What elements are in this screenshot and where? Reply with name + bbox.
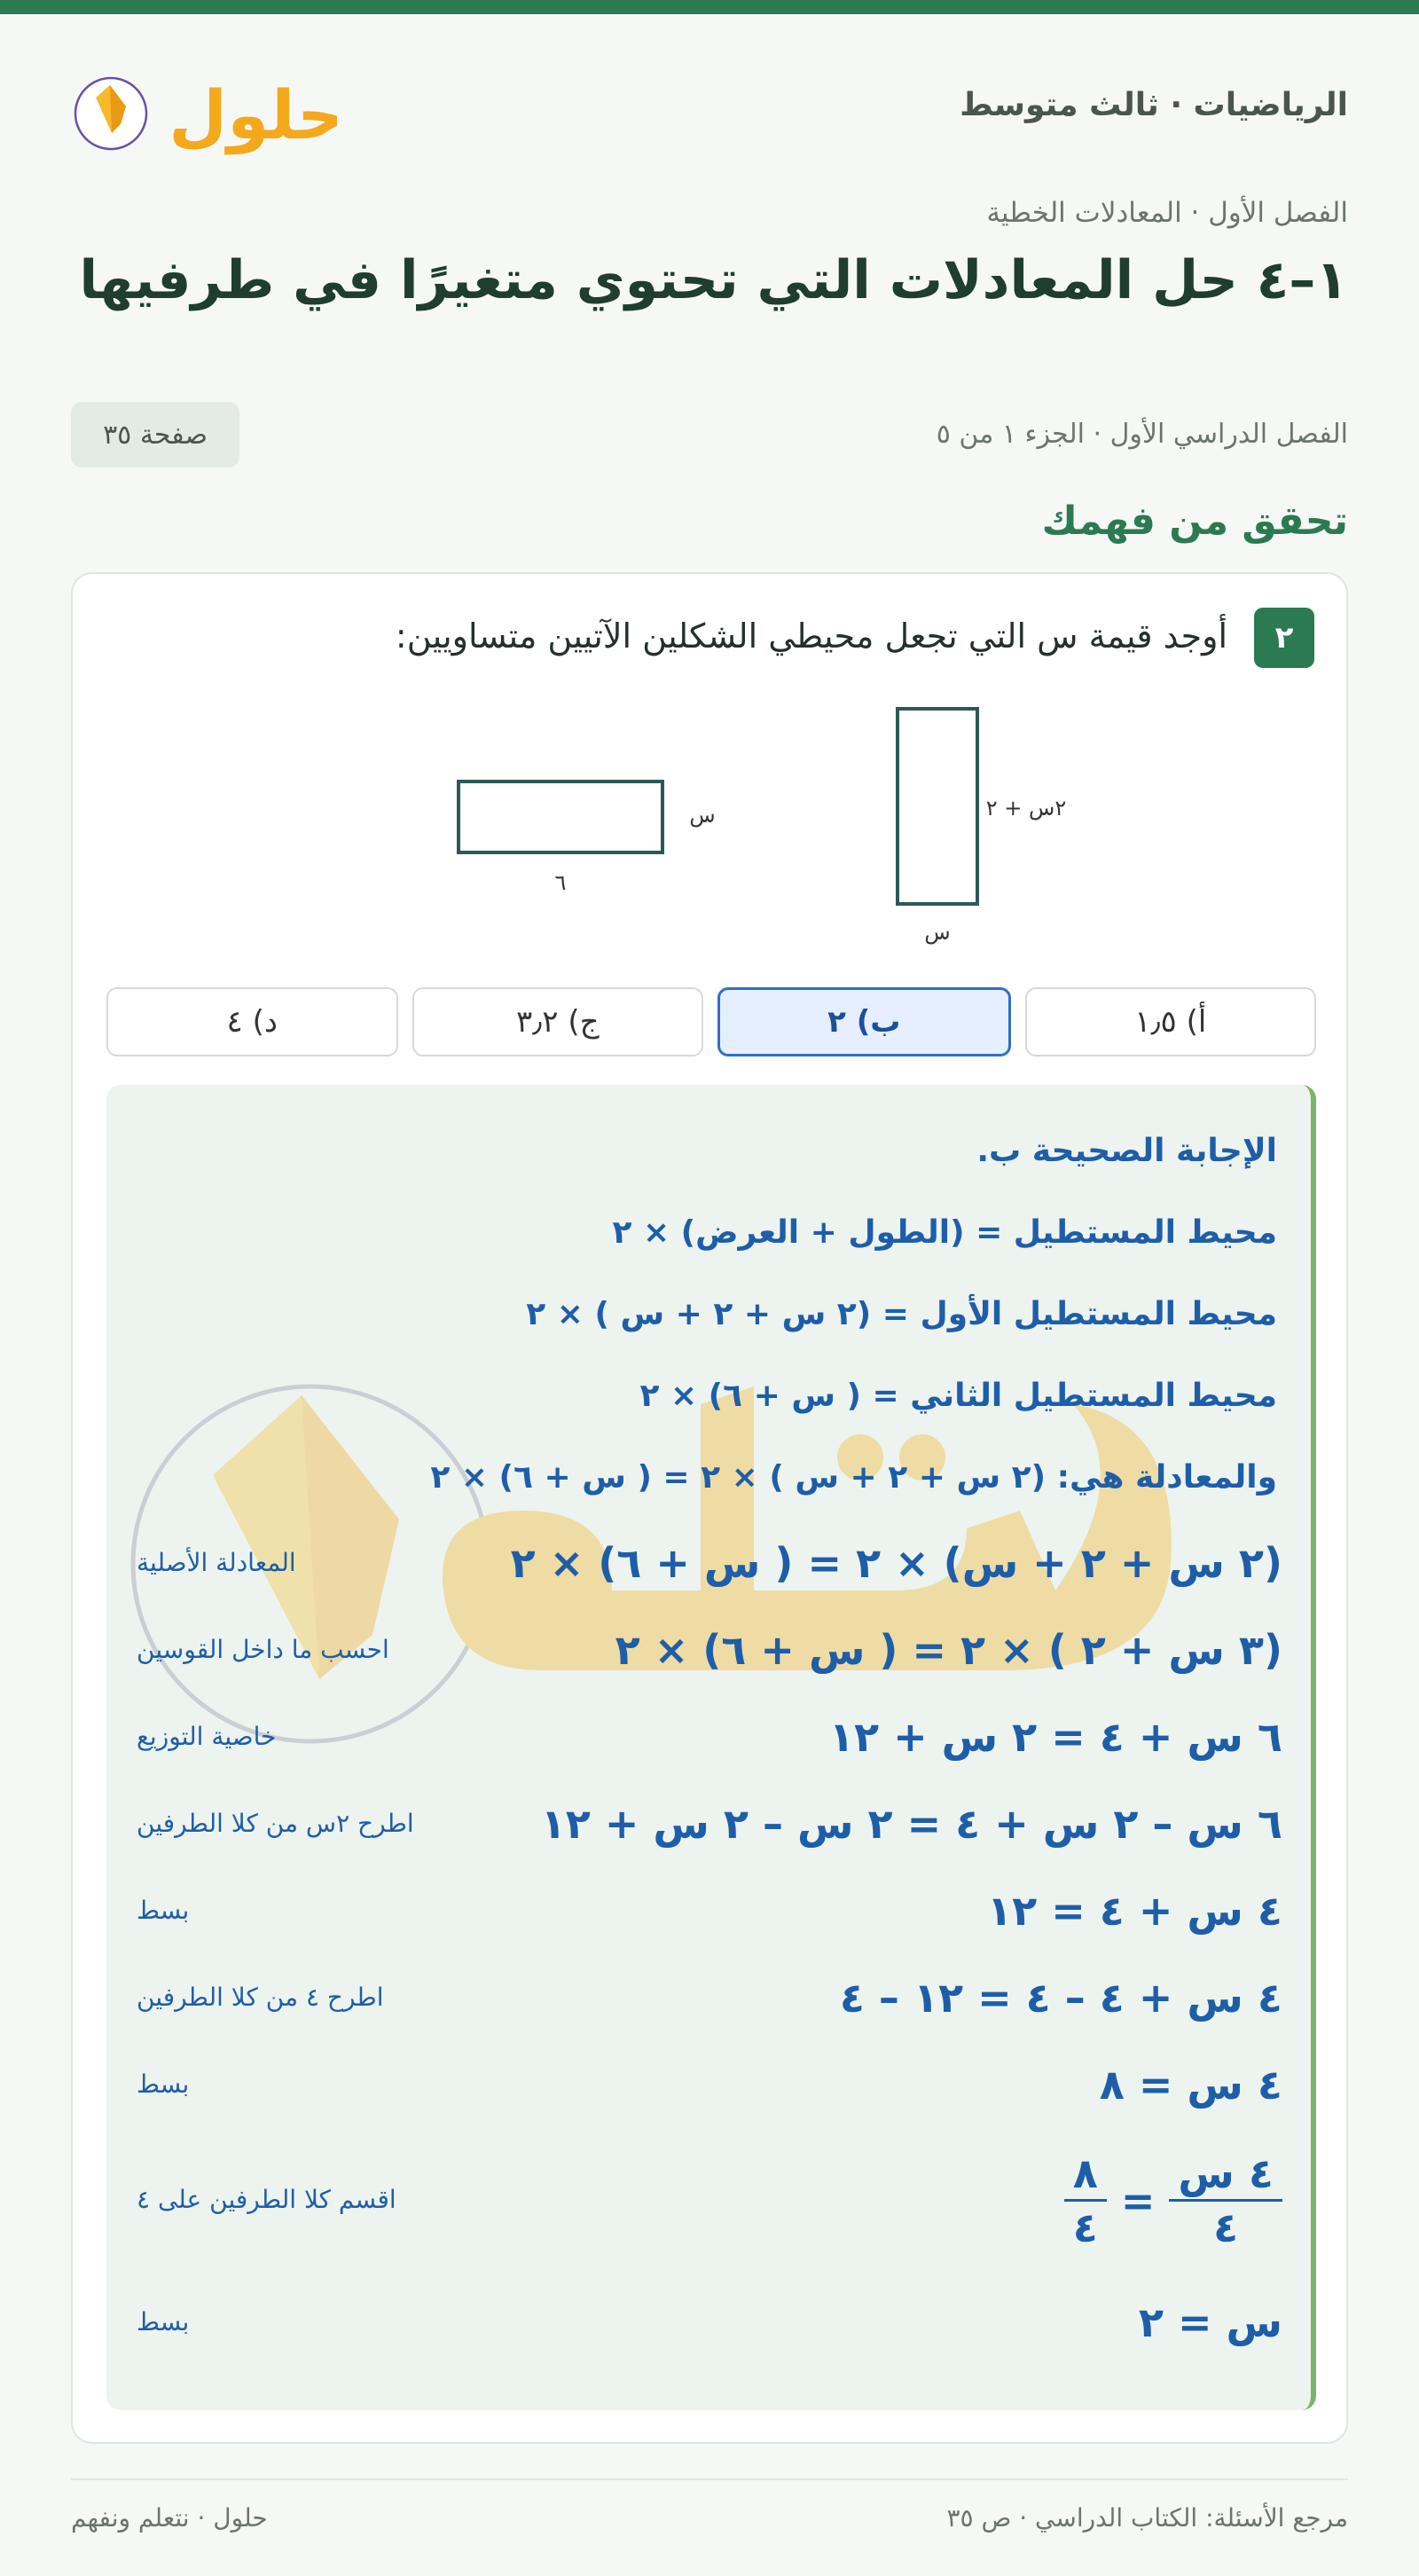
correct-answer-line: الإجابة الصحيحة ب.	[976, 1133, 1277, 1169]
footer-reference: مرجع الأسئلة: الكتاب الدراسي · ص ٣٥	[946, 2503, 1348, 2533]
solution-step	[106, 1876, 1316, 1947]
left-fraction	[1169, 2148, 1282, 2253]
rectangle-2-bottom-label: ٦	[554, 870, 567, 895]
rectangle-2	[459, 781, 662, 852]
step-note: بسط	[137, 2069, 190, 2099]
left-denominator: ٤	[1213, 2203, 1239, 2251]
solution-step-fraction	[106, 2132, 1316, 2265]
question-card	[71, 572, 1348, 2444]
header	[71, 62, 1348, 160]
right-numerator: ٨	[1072, 2149, 1098, 2197]
option-c[interactable]: ج) ٣٫٢	[412, 987, 704, 1056]
option-b[interactable]: ب) ٢	[717, 987, 1011, 1056]
step-equation: ٤ س + ٤ – ٤ = ١٢ – ٤	[839, 1974, 1282, 2022]
section-heading: تحقق من فهمك	[1041, 499, 1348, 544]
step-equation: ٦ س + ٤ = ٢ س + ١٢	[828, 1713, 1282, 1761]
solution-step	[106, 1963, 1316, 2034]
rectangle-1-side-label: ٢س + ٢	[985, 796, 1067, 821]
page-title: ١–٤ حل المعادلات التي تحتوي متغيرًا في طرفيها	[79, 249, 1348, 311]
left-numerator: ٤ س	[1178, 2149, 1274, 2197]
first-rectangle-perimeter: محيط المستطيل الأول = (٢ س + ٢ + س ) × ٢	[526, 1296, 1277, 1332]
logo-book-icon	[75, 78, 146, 149]
answer-options	[106, 987, 1316, 1056]
step-equation: ٤ س = ٨	[1099, 2061, 1282, 2109]
solution-step	[106, 1702, 1316, 1773]
top-accent-bar	[0, 0, 1419, 14]
rectangle-1-bottom-label: س	[924, 920, 951, 945]
right-denominator: ٤	[1072, 2203, 1098, 2251]
step-equation: (٢ س + ٢ + س) × ٢ = ( س + ٦) × ٢	[510, 1539, 1282, 1587]
term-info: الفصل الدراسي الأول · الجزء ١ من ٥	[936, 419, 1348, 450]
step-note: المعادلة الأصلية	[137, 1548, 296, 1577]
footer-brand[interactable]: حلول · نتعلم ونفهم	[71, 2503, 268, 2533]
question-text: أوجد قيمة س التي تجعل محيطي الشكلين الآتيين متساويين:	[395, 617, 1227, 656]
step-note: خاصية التوزيع	[137, 1722, 277, 1751]
subject-title: الرياضيات · ثالث متوسط	[960, 87, 1348, 123]
option-a[interactable]: أ) ١٫٥	[1025, 987, 1317, 1056]
solution-step	[106, 1789, 1316, 1860]
equals-sign: =	[1120, 2176, 1156, 2225]
step-equation: ٤ س + ٤ = ١٢	[987, 1887, 1282, 1935]
second-rectangle-perimeter: محيط المستطيل الثاني = ( س + ٦) × ٢	[639, 1378, 1277, 1414]
solution-step	[106, 1528, 1316, 1599]
solution-step	[106, 2288, 1316, 2359]
logo-wordmark: حلول	[169, 75, 337, 154]
breadcrumb: الفصل الأول · المعادلات الخطية	[986, 197, 1348, 229]
solution-step	[106, 1615, 1316, 1686]
right-fraction	[1064, 2148, 1107, 2253]
equation-statement: والمعادلة هي: (٢ س + ٢ + س ) × ٢ = ( س + ٦) × ٢	[430, 1459, 1277, 1496]
fraction-equation	[1064, 2148, 1282, 2253]
step-note: بسط	[137, 2307, 190, 2336]
rectangle-2-side-label: س	[689, 803, 716, 828]
question-figures	[321, 689, 1119, 955]
option-d[interactable]: د) ٤	[106, 987, 398, 1056]
step-note: اقسم كلا الطرفين على ٤	[137, 2185, 396, 2214]
footer-divider	[71, 2478, 1348, 2480]
step-equation: س = ٢	[1138, 2298, 1282, 2346]
question-number-badge: ٢	[1254, 608, 1314, 668]
solution-panel	[106, 1085, 1316, 2410]
step-note: احسب ما داخل القوسين	[137, 1635, 389, 1664]
step-equation: ٦ س – ٢ س + ٤ = ٢ س – ٢ س + ١٢	[540, 1800, 1282, 1848]
perimeter-formula: محيط المستطيل = (الطول + العرض) × ٢	[612, 1214, 1277, 1251]
step-note: اطرح ٤ من كلا الطرفين	[137, 1983, 384, 2012]
page-number-badge: صفحة ٣٥	[71, 402, 239, 467]
hulul-logo[interactable]	[71, 62, 337, 160]
step-note: بسط	[137, 1896, 190, 1925]
solution-step	[106, 2050, 1316, 2121]
step-equation: (٣ س + ٢ ) × ٢ = ( س + ٦) × ٢	[615, 1626, 1282, 1674]
rectangle-1	[898, 709, 977, 904]
step-note: اطرح ٢س من كلا الطرفين	[137, 1809, 414, 1838]
